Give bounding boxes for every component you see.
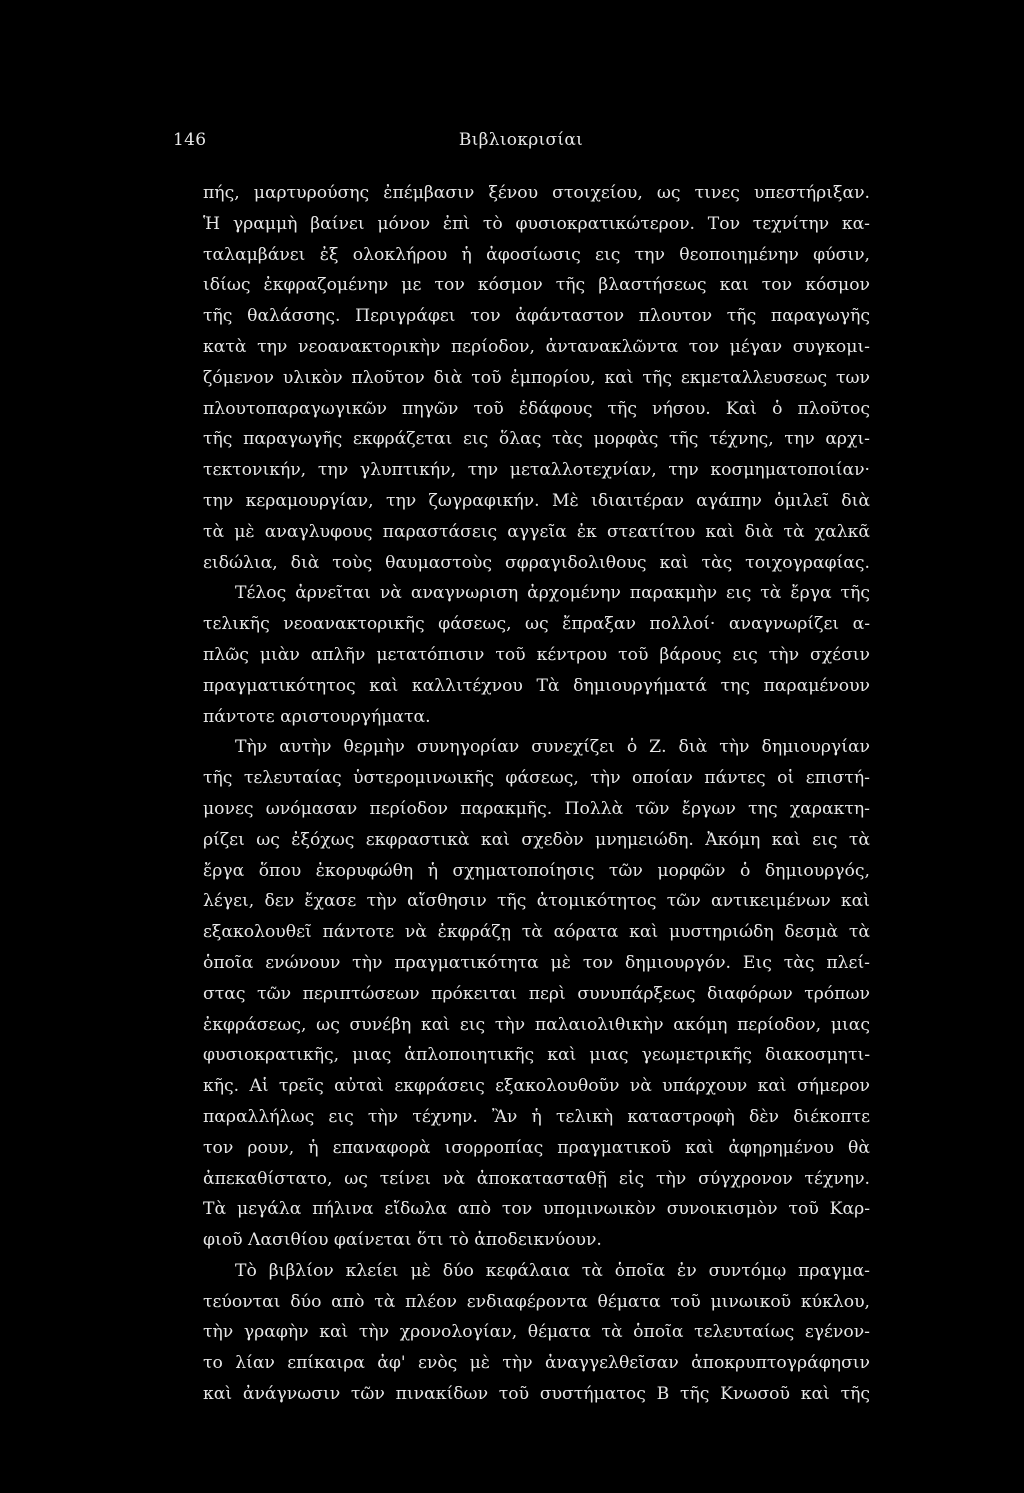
text-line: ἐκφράσεως, ως συνέβη καὶ εις τὴν παλαιολιθικὴν ακόμη περίοδον, μιας	[203, 1014, 870, 1035]
text-line: ιδίως ἐκφραζομένην με τον κόσμον τῆς βλαστήσεως και τον κόσμον	[203, 275, 870, 296]
text-line: Τὰ μεγάλα πήλινα εἴδωλα απὸ τον υπομινωικὸν συνοικισμὸν τοῦ Καρ-	[203, 1199, 870, 1220]
text-line: τῆς θαλάσσης. Περιγράφει τον ἀφάνταστον πλουτον τῆς παραγωγῆς	[203, 306, 870, 327]
text-line: Τέλος ἀρνεῖται νὰ αναγνωριση ἀρχομένην παρακμὴν εις τὰ ἔργα τῆς	[235, 583, 870, 604]
text-line: ειδώλια, διὰ τοὺς θαυμαστοὺς σφραγιδολιθους καὶ τὰς τοιχογραφίας.	[203, 552, 870, 573]
text-line: μονες ωνόμασαν περίοδον παρακμῆς. Πολλὰ τῶν ἔργων της χαρακτη-	[203, 798, 870, 819]
text-line: Ἡ γραμμὴ βαίνει μόνον ἐπὶ τὸ φυσιοκρατικώτερον. Τον τεχνίτην κα-	[203, 213, 870, 234]
text-line: ἔργα ὅπου ἐκορυφώθη ἡ σχηματοποίησις τῶν μορφῶν ὁ δημιουργός,	[203, 860, 870, 881]
text-line: εξακολουθεῖ πάντοτε νὰ ἐκφράζῃ τὰ αόρατα καὶ μυστηριώδη δεσμὰ τὰ	[203, 922, 870, 943]
text-line: Τὴν αυτὴν θερμὴν συνηγορίαν συνεχίζει ὁ Ζ. διὰ τὴν δημιουργίαν	[235, 737, 870, 758]
text-line: ζόμενον υλικὸν πλοῦτον διὰ τοῦ ἐμπορίου, καὶ τῆς εκμεταλλευσεως των	[203, 367, 870, 388]
text-line: το λίαν επίκαιρα ἀφ' ενὸς μὲ τὴν ἀναγγελθεῖσαν ἀποκρυπτογράφησιν	[203, 1353, 870, 1374]
text-line: τῆς τελευταίας ὑστερομινωικῆς φάσεως, τὴν οποίαν πάντες οἱ επιστή-	[203, 768, 870, 789]
text-line: πραγματικότητος καὶ καλλιτέχνου Τὰ δημιουργήματά της παραμένουν	[203, 675, 870, 696]
text-line: Τὸ βιβλίον κλείει μὲ δύο κεφάλαια τὰ ὁποῖα ἐν συντόμῳ πραγμα-	[235, 1260, 870, 1281]
page-number: 146	[173, 130, 207, 150]
text-line: πλουτοπαραγωγικῶν πηγῶν τοῦ ἐδάφους τῆς νήσου. Καὶ ὁ πλοῦτος	[203, 398, 870, 419]
text-line: τὴν γραφὴν καὶ τὴν χρονολογίαν, θέματα τὰ ὁποῖα τελευταίως εγένον-	[203, 1322, 870, 1343]
text-line: ρίζει ως ἐξόχως εκφραστικὰ καὶ σχεδὸν μνημειώδη. Ἀκόμη καὶ εις τὰ	[203, 829, 870, 850]
text-line: πλῶς μιὰν απλῆν μετατόπισιν τοῦ κέντρου τοῦ βάρους εις τὴν σχέσιν	[203, 644, 870, 665]
text-line: παραλλήλως εις τὴν τέχνην. Ἂν ἡ τελικὴ καταστροφὴ δὲν διέκοπτε	[203, 1106, 870, 1127]
text-line: καὶ ἀνάγνωσιν τῶν πινακίδων τοῦ συστήματος Β τῆς Κνωσοῦ καὶ τῆς	[203, 1384, 870, 1405]
page-header	[173, 130, 869, 154]
text-line: ἀπεκαθίστατο, ως τείνει νὰ ἀποκατασταθῇ εἰς τὴν σύγχρονον τέχνην.	[203, 1168, 870, 1189]
text-line: φυσιοκρατικῆς, μιας ἁπλοποιητικῆς καὶ μιας γεωμετρικῆς διακοσμητι-	[203, 1045, 870, 1066]
text-line: ὁποῖα ενώνουν τὴν πραγματικότητα μὲ τον δημιουργόν. Εις τὰς πλεί-	[203, 952, 870, 973]
text-line: τὰ μὲ αναγλυφους παραστάσεις αγγεῖα ἐκ στεατίτου καὶ διὰ τὰ χαλκᾶ	[203, 521, 870, 542]
text-line: φιοῦ Λασιθίου φαίνεται ὅτι τὸ ἀποδεικνύουν.	[203, 1230, 602, 1251]
text-line: τῆς παραγωγῆς εκφράζεται εις ὅλας τὰς μορφὰς τῆς τέχνης, την αρχι-	[203, 429, 870, 450]
text-line: τελικῆς νεοανακτορικῆς φάσεως, ως ἔπραξαν πολλοί· αναγνωρίζει α-	[203, 614, 870, 635]
text-line: στας τῶν περιπτώσεων πρόκειται περὶ συνυπάρξεως διαφόρων τρόπων	[203, 983, 870, 1004]
text-line: πής, μαρτυρούσης ἐπέμβασιν ξένου στοιχείου, ως τινες υπεστήριξαν.	[203, 183, 870, 203]
text-line: κῆς. Αἱ τρεῖς αὐταὶ εκφράσεις εξακολουθοῦν νὰ υπάρχουν καὶ σήμερον	[203, 1076, 870, 1097]
text-line: τον ρουν, ἡ επαναφορὰ ισορροπίας πραγματικοῦ καὶ ἀφηρημένου θὰ	[203, 1137, 870, 1158]
text-line: τεύονται δύο απὸ τὰ πλέον ενδιαφέροντα θέματα τοῦ μινωικοῦ κύκλου,	[203, 1291, 870, 1312]
text-line: λέγει, δεν ἔχασε τὴν αἴσθησιν τῆς ἀτομικότητος τῶν αντικειμένων καὶ	[203, 891, 870, 912]
body-text	[203, 178, 870, 1410]
text-line: κατὰ την νεοανακτορικὴν περίοδον, ἀντανακλῶντα τον μέγαν συγκομι-	[203, 336, 870, 357]
text-line: πάντοτε αριστουργήματα.	[203, 706, 431, 727]
text-line: την κεραμουργίαν, την ζωγραφικήν. Μὲ ιδιαιτέραν αγάπην ὁμιλεῖ διὰ	[203, 490, 870, 511]
text-line: ταλαμβάνει ἐξ ολοκλήρου ἡ ἀφοσίωσις εις την θεοποιημένην φύσιν,	[203, 244, 870, 265]
running-head: Βιβλιοκρισίαι	[458, 130, 584, 150]
text-line: τεκτονικήν, την γλυπτικήν, την μεταλλοτεχνίαν, την κοσμηματοποιίαν·	[203, 460, 870, 481]
